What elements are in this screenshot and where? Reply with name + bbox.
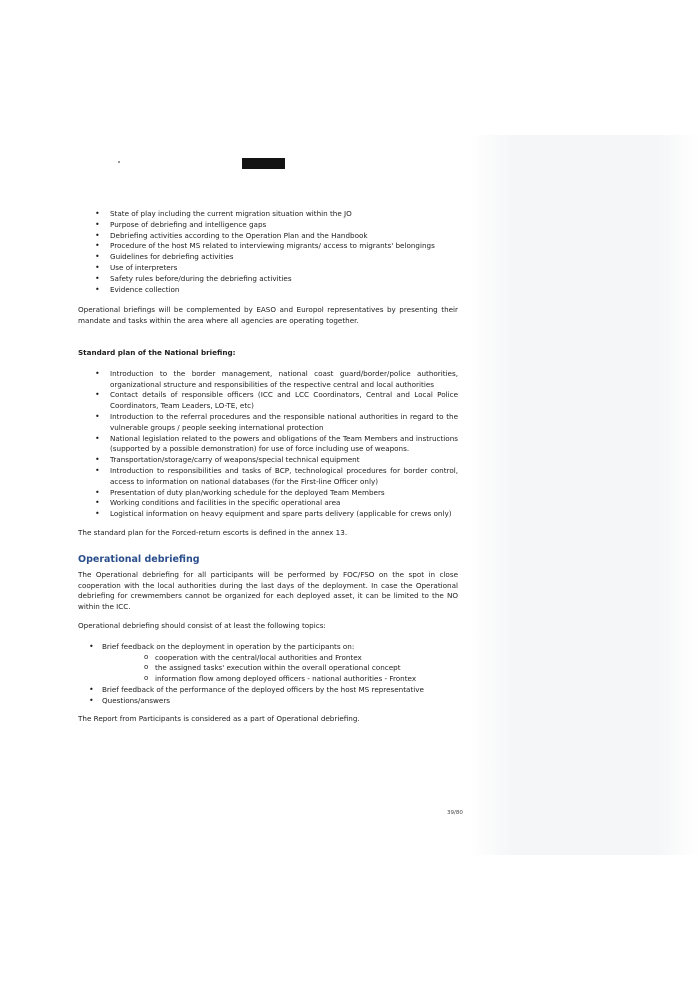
list-item: • National legislation related to the powers and obligations of the Team Members and instructions (supported by a possible demonstration) for use of force including use of weapons. bbox=[78, 434, 458, 456]
list-item: • Procedure of the host MS related to interviewing migrants/ access to migrants' belongings bbox=[78, 241, 458, 252]
paragraph: Operational briefings will be complemented by EASO and Europol representatives by presenting their mandate and tasks within the area where all agencies are operating together. bbox=[78, 305, 458, 326]
sub-list-item: o cooperation with the central/local authorities and Frontex bbox=[102, 653, 458, 664]
list-item: • Introduction to responsibilities and tasks of BCP, technological procedures for border control, access to information on national databases (for the First-line Officer only) bbox=[78, 466, 458, 488]
sub-list-item: o the assigned tasks' execution within the overall operational concept bbox=[102, 663, 458, 674]
debriefing-topics-list bbox=[78, 642, 458, 707]
list-item: • Use of interpreters bbox=[78, 263, 458, 274]
debriefing-topics-list bbox=[78, 209, 458, 295]
list-item: • Contact details of responsible officers (ICC and LCC Coordinators, Central and Local Police Coordinators, Team Leaders, LO-TE, etc) bbox=[78, 390, 458, 412]
list-item: • Safety rules before/during the debriefing activities bbox=[78, 274, 458, 285]
list-item: • Introduction to the border management, national coast guard/border/police authorities, organizational structure and responsibilities of the respective central and local authorities bbox=[78, 369, 458, 391]
list-item: • Evidence collection bbox=[78, 285, 458, 296]
sub-list bbox=[102, 653, 458, 685]
list-item: • Logistical information on heavy equipment and spare parts delivery (applicable for crews only) bbox=[78, 509, 458, 520]
list-item: • Transportation/storage/carry of weapons/special technical equipment bbox=[78, 455, 458, 466]
page-number: 39/80 bbox=[447, 810, 463, 816]
national-briefing-list bbox=[78, 369, 458, 520]
paragraph: The standard plan for the Forced-return escorts is defined in the annex 13. bbox=[78, 527, 348, 537]
scan-shadow bbox=[470, 135, 700, 855]
list-item: • Purpose of debriefing and intelligence gaps bbox=[78, 220, 458, 231]
list-item: • State of play including the current migration situation within the JO bbox=[78, 209, 458, 220]
national-briefing-heading: Standard plan of the National briefing: bbox=[78, 347, 236, 357]
list-item: • Questions/answers bbox=[78, 696, 458, 707]
page-content bbox=[78, 209, 458, 725]
sub-list-item: o information flow among deployed officers - national authorities - Frontex bbox=[102, 674, 458, 685]
scan-speck bbox=[118, 161, 120, 163]
list-item: • Working conditions and facilities in the specific operational area bbox=[78, 498, 458, 509]
section-heading: Operational debriefing bbox=[78, 553, 200, 565]
paragraph: The Report from Participants is considered as a part of Operational debriefing. bbox=[78, 714, 360, 724]
paragraph: The Operational debriefing for all participants will be performed by FOC/FSO on the spot in close cooperation with the local authorities during the last days of the deployment. In case the Operational debriefing for crewmembers cannot be organized for each deployed asset, it can be limited to the NO within the ICC. bbox=[78, 569, 458, 612]
list-item: • Guidelines for debriefing activities bbox=[78, 252, 458, 263]
list-item-text: Brief feedback on the deployment in operation by the participants on: bbox=[102, 641, 355, 651]
list-item: • Presentation of duty plan/working schedule for the deployed Team Members bbox=[78, 488, 458, 499]
redaction-block bbox=[242, 158, 285, 169]
list-item: • Debriefing activities according to the Operation Plan and the Handbook bbox=[78, 231, 458, 242]
paragraph: Operational debriefing should consist of at least the following topics: bbox=[78, 620, 326, 630]
list-item: • Introduction to the referral procedures and the responsible national authorities in regard to the vulnerable groups / people seeking international protection bbox=[78, 412, 458, 434]
list-item: • Brief feedback of the performance of the deployed officers by the host MS representative bbox=[78, 685, 458, 696]
list-item bbox=[78, 642, 458, 685]
